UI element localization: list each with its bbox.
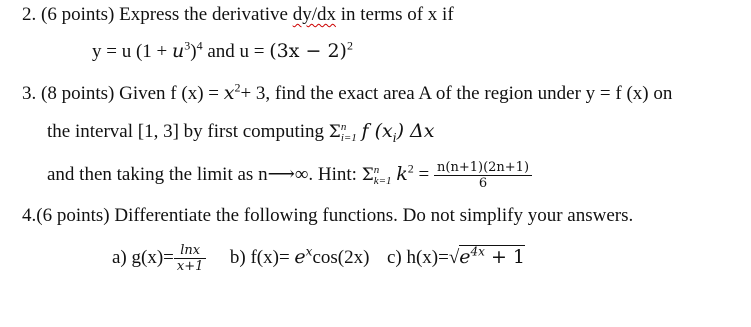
q3-limit-text: and then taking the limit as n	[47, 163, 268, 185]
q3-hint-label: . Hint:	[308, 163, 362, 185]
q3-interval-text: the interval [1, 3] by first computing	[47, 121, 329, 142]
part-c-plus-one: + 1	[484, 245, 526, 268]
riemann-sum-subscript: i	[392, 130, 397, 145]
part-b-exp: x	[305, 244, 313, 259]
q2-and-u: and u =	[202, 41, 270, 62]
hint-k-var: k	[396, 162, 408, 185]
part-c-e: e	[459, 245, 471, 268]
q2-u-var: u	[172, 40, 185, 62]
q2-u-def: (3x − 2)	[269, 40, 347, 62]
part-b-label: b) f(x)=	[229, 246, 295, 268]
q3-text-post: + 3, find the exact area A of the region under y = f (x) on	[240, 83, 673, 104]
hint-k-exp: 2	[407, 161, 414, 176]
q3-x-exp: 2	[234, 80, 241, 95]
sqrt-icon: √	[448, 246, 460, 268]
question-4-parts	[112, 243, 525, 274]
q2-y-def: y = u (1 +	[92, 41, 173, 62]
part-b-cos: cos(2x)	[312, 246, 370, 268]
q3-arrow-infinity: ⟶∞	[267, 163, 309, 185]
question-4-prompt: 4.(6 points) Differentiate the following functions. Do not simplify your answers.	[22, 205, 634, 226]
hint-equals: =	[413, 163, 435, 185]
q2-exp-3: 3	[184, 38, 191, 53]
q2-text-pre: 2. (6 points) Express the derivative	[22, 4, 293, 25]
q2-exp-4: 4	[196, 38, 203, 53]
part-a-label: a) g(x)=	[112, 246, 174, 268]
q2-text-post: in terms of x if	[335, 4, 454, 25]
riemann-sum-upper: n	[340, 120, 347, 133]
question-2-equation	[92, 40, 353, 63]
riemann-sum-limits	[341, 122, 357, 144]
part-c-exp: 4x	[470, 244, 485, 259]
q2-exp-2: 2	[346, 38, 353, 53]
part-c-sqrt	[449, 246, 525, 269]
q2-close-paren: )	[190, 41, 197, 62]
hint-fraction-denominator: 6	[478, 176, 488, 191]
hint-sum-limits	[374, 165, 392, 187]
q3-text-pre: 3. (8 points) Given f (x) =	[22, 83, 224, 104]
question-3-interval-line	[47, 120, 434, 144]
part-a-denominator: x+1	[176, 259, 204, 274]
part-c-label: c) h(x)=	[386, 246, 449, 268]
part-a-numerator: lnx	[174, 243, 207, 259]
riemann-sum-sigma: Σ	[328, 122, 341, 142]
hint-sum-upper: n	[373, 163, 380, 176]
hint-sum-lower: k=1	[373, 174, 392, 187]
part-a-fraction	[174, 243, 207, 274]
part-c-radicand	[459, 245, 525, 268]
question-3-hint-line	[47, 160, 532, 191]
hint-fraction-numerator: n(n+1)(2n+1)	[434, 160, 532, 176]
question-2-prompt	[22, 4, 454, 26]
hint-fraction	[434, 160, 532, 191]
riemann-sum-term: f (x	[361, 120, 393, 142]
riemann-sum-term-end: ) Δx	[396, 120, 435, 142]
part-b-e: e	[294, 245, 306, 268]
q2-dydx: dy/dx	[292, 4, 336, 25]
hint-sum-sigma: Σ	[361, 164, 374, 185]
riemann-sum-lower: i=1	[340, 131, 357, 144]
q3-x-var: x	[223, 82, 235, 104]
question-3-prompt	[22, 82, 672, 105]
